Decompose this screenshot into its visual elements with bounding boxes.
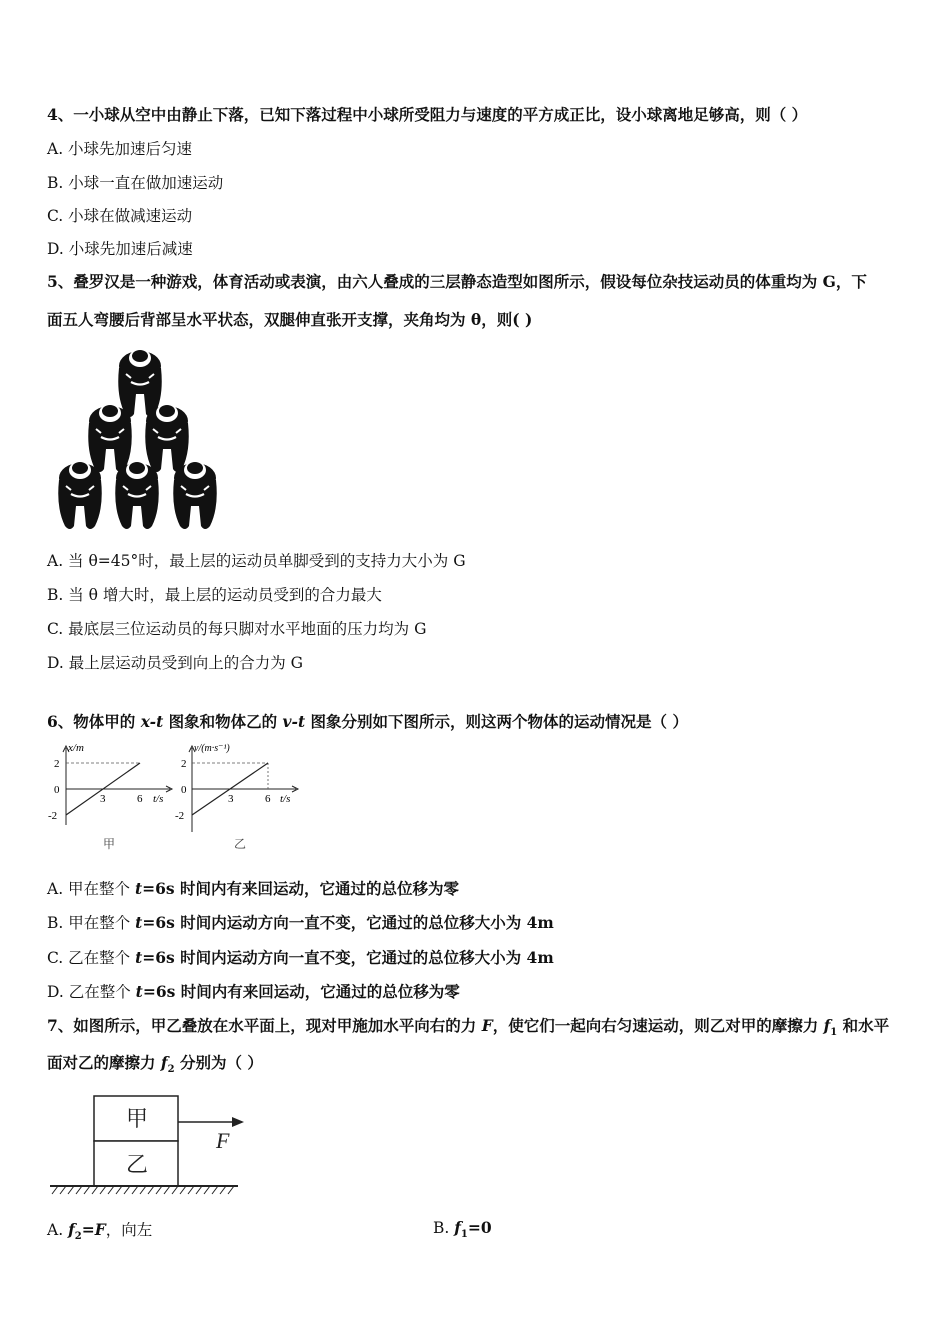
acrobat-bottom-right <box>173 461 217 529</box>
graph-caption-yi: 乙 <box>234 837 247 851</box>
x-axis-label: t/s <box>280 793 291 805</box>
tick-x-6: 6 <box>137 793 143 805</box>
q6-option-c: C. 乙在整个 t=6s 时间内运动方向一直不变，它通过的总位移大小为 4m <box>47 948 554 967</box>
q4-option-d: D. 小球先加速后减速 <box>47 240 193 258</box>
graph-yi-v-t <box>172 740 312 855</box>
force-label: F <box>216 1128 230 1153</box>
tick-y-2: 2 <box>181 758 187 770</box>
q5-option-d: D. 最上层运动员受到向上的合力为 G <box>47 654 304 672</box>
block-yi-label: 乙 <box>126 1152 149 1177</box>
x-axis-label: t/s <box>153 793 164 805</box>
acrobat-pyramid-figure <box>55 343 225 531</box>
ground-hatching <box>52 1186 234 1194</box>
acrobat-bottom-center <box>115 461 159 529</box>
q6-option-b: B. 甲在整个 t=6s 时间内运动方向一直不变，它通过的总位移大小为 4m <box>47 913 554 932</box>
tick-y-2: 2 <box>54 758 60 770</box>
acrobat-bottom-left <box>58 461 102 529</box>
q5-option-c: C. 最底层三位运动员的每只脚对水平地面的压力均为 G <box>47 620 427 638</box>
tick-x-3: 3 <box>228 793 234 805</box>
q6-option-d: D. 乙在整个 t=6s 时间内有来回运动，它通过的总位移为零 <box>47 982 460 1001</box>
q7-option-b: B. $f_1=0$ <box>433 1218 492 1241</box>
acrobat-middle-left <box>88 404 132 472</box>
tick-y-neg2: -2 <box>175 810 185 822</box>
y-axis-label: v/(m·s⁻¹) <box>194 743 230 754</box>
q4-stem: 4、一小球从空中由静止下落，已知下落过程中小球所受阻力与速度的平方成正比，设小球离地足够高，则（ ） <box>47 105 808 124</box>
q7-option-a: A. $f_2=F$，向左 <box>47 1220 153 1243</box>
graph-jia-x-t <box>42 740 185 855</box>
q4-option-c: C. 小球在做减速运动 <box>47 207 193 225</box>
acrobat-middle-right <box>145 404 189 472</box>
force-arrow-head <box>232 1117 244 1127</box>
q5-option-a: A. 当 θ=45°时，最上层的运动员单脚受到的支持力大小为 G <box>47 552 466 570</box>
q4-option-b: B. 小球一直在做加速运动 <box>47 174 224 192</box>
tick-y-neg2: -2 <box>48 810 58 822</box>
q5-stem-line2: 面五人弯腰后背部呈水平状态，双腿伸直张开支撑，夹角均为 θ，则( ) <box>47 310 533 329</box>
tick-x-6: 6 <box>265 793 271 805</box>
q5-option-b: B. 当 θ 增大时，最上层的运动员受到的合力最大 <box>47 586 382 604</box>
tick-x-3: 3 <box>100 793 106 805</box>
q7-stem-line1: 7、如图所示，甲乙叠放在水平面上，现对甲施加水平向右的力 F，使它们一起向右匀速运动，则乙对甲的摩擦力 $f_1$ 和水平 <box>47 1016 890 1039</box>
block-jia-label: 甲 <box>126 1106 149 1131</box>
y-axis-label: x/m <box>68 742 84 754</box>
q7-stem-line2: 面对乙的摩擦力 $f_2$ 分别为（ ） <box>47 1053 263 1076</box>
q6-option-a: A. 甲在整个 t=6s 时间内有来回运动，它通过的总位移为零 <box>47 879 460 898</box>
q5-stem-line1: 5、叠罗汉是一种游戏，体育活动或表演，由六人叠成的三层静态造型如图所示，假设每位杂技运动员的体重均为 G，下 <box>47 272 867 291</box>
tick-y-0: 0 <box>54 784 60 796</box>
q4-option-a: A. 小球先加速后匀速 <box>47 140 193 158</box>
graph-caption-jia: 甲 <box>103 837 116 851</box>
tick-y-0: 0 <box>181 784 187 796</box>
stacked-blocks-figure <box>46 1090 246 1200</box>
q6-stem: 6、物体甲的 x-t 图象和物体乙的 v-t 图象分别如下图所示，则这两个物体的运动情况是（ ） <box>47 712 688 731</box>
acrobat-top <box>118 349 162 417</box>
